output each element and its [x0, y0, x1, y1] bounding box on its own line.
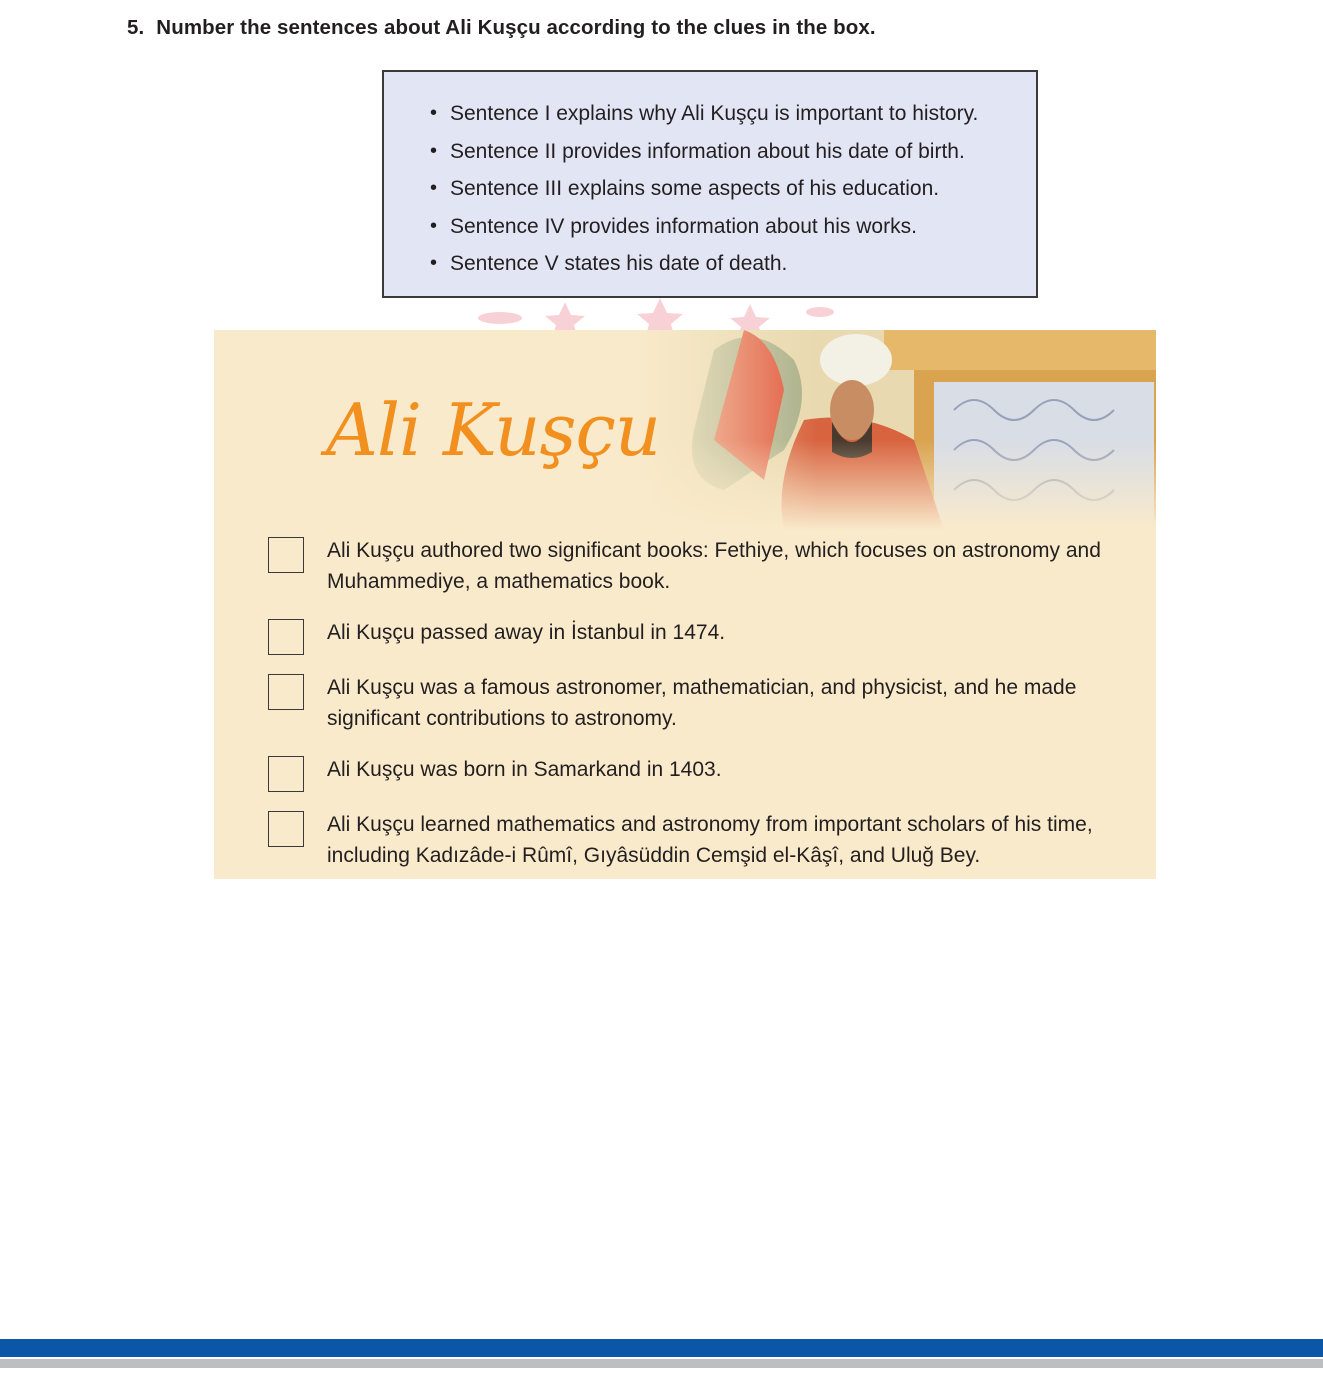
sentence-row: [268, 672, 1128, 734]
footer-stripe-blue: [0, 1339, 1323, 1357]
portrait-illustration: [634, 330, 1156, 530]
sentence-row: [268, 535, 1128, 597]
number-checkbox[interactable]: [268, 537, 304, 573]
sentence-text: Ali Kuşçu authored two significant books: Fethiye, which focuses on astronomy and Muhammediye, a mathematics book.: [327, 539, 1101, 593]
sentence-text: Ali Kuşçu was a famous astronomer, mathematician, and physicist, and he made significant contributions to astronomy.: [327, 676, 1077, 730]
sentence-text: Ali Kuşçu passed away in İstanbul in 1474.: [327, 621, 726, 644]
clue-item: • Sentence IV provides information about his works.: [430, 208, 1036, 246]
clue-box: [382, 70, 1038, 298]
sentence-list: [268, 535, 1128, 879]
sentence-row: [268, 754, 1128, 792]
number-checkbox[interactable]: [268, 811, 304, 847]
sentence-row: [268, 809, 1128, 871]
sentence-row: [268, 617, 1128, 655]
clue-item: • Sentence III explains some aspects of his education.: [430, 170, 1036, 208]
number-checkbox[interactable]: [268, 756, 304, 792]
sentence-text: Ali Kuşçu learned mathematics and astronomy from important scholars of his time, including Kadızâde-i Rûmî, Gıyâsüddin Cemşid el-Kâşî, and Uluğ Bey.: [327, 813, 1093, 867]
clue-item: • Sentence II provides information about his date of birth.: [430, 133, 1036, 171]
biography-panel: [214, 330, 1156, 879]
question-text: Number the sentences about Ali Kuşçu according to the clues in the box.: [156, 16, 876, 39]
decorative-stars: [470, 296, 870, 332]
sentence-text: Ali Kuşçu was born in Samarkand in 1403.: [327, 758, 722, 781]
panel-title: Ali Kuşçu: [326, 388, 661, 472]
number-checkbox[interactable]: [268, 674, 304, 710]
clue-item: • Sentence I explains why Ali Kuşçu is important to history.: [430, 95, 1036, 133]
number-checkbox[interactable]: [268, 619, 304, 655]
question-number: 5.: [127, 16, 145, 39]
clue-item: • Sentence V states his date of death.: [430, 245, 1036, 283]
clue-list: [384, 72, 1036, 283]
footer-stripe-gray: [0, 1359, 1323, 1368]
question-heading: [127, 16, 876, 40]
